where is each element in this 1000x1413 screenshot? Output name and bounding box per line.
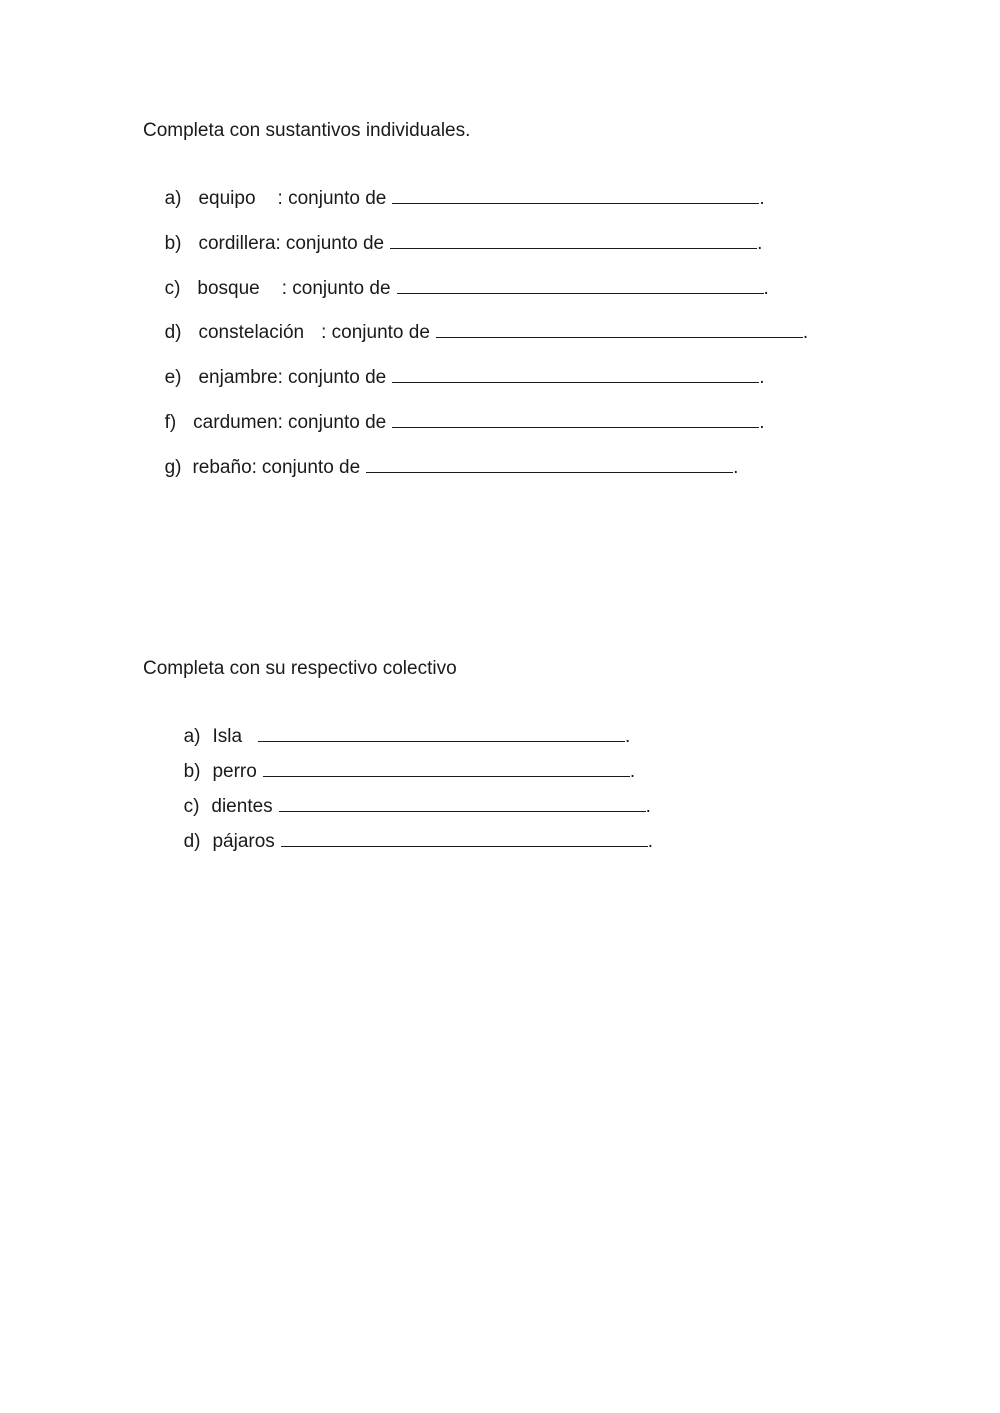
s1-item-e [154, 344, 765, 389]
s1-item-d [154, 299, 808, 344]
section2-instruction: Completa con su respectivo colectivo [143, 658, 457, 679]
item-word: cordillera: [198, 233, 281, 254]
item-word: enjambre: [198, 367, 283, 388]
item-marker: f) [164, 412, 177, 433]
item-suffix: conjunto de [287, 412, 387, 433]
answer-blank[interactable] [390, 232, 757, 249]
answer-blank[interactable] [392, 366, 759, 383]
answer-blank[interactable] [436, 321, 803, 338]
item-word: equipo [198, 188, 256, 209]
item-word: constelación [198, 322, 305, 343]
item-end: . [757, 233, 763, 254]
item-marker: c) [183, 796, 200, 817]
answer-blank[interactable] [392, 411, 759, 428]
s1-item-f [154, 389, 764, 434]
answer-blank[interactable] [366, 456, 733, 473]
s1-item-g [154, 434, 738, 479]
item-marker: d) [183, 831, 201, 852]
item-word: perro [212, 761, 257, 782]
item-marker: g) [164, 457, 182, 478]
item-suffix: : conjunto de [321, 322, 430, 343]
item-word: rebaño: [192, 457, 257, 478]
item-end: . [759, 367, 765, 388]
s1-item-c [154, 255, 769, 300]
section1-instruction: Completa con sustantivos individuales. [143, 120, 471, 141]
s2-item-d [173, 808, 653, 853]
item-marker: b) [183, 761, 201, 782]
item-end: . [625, 726, 631, 747]
item-word: Isla [212, 726, 243, 747]
item-end: . [733, 457, 739, 478]
item-marker: a) [164, 188, 182, 209]
item-suffix: conjunto de [261, 457, 361, 478]
item-suffix: : conjunto de [277, 188, 387, 209]
item-marker: b) [164, 233, 182, 254]
item-suffix: : conjunto de [281, 278, 391, 299]
item-end: . [629, 761, 636, 782]
answer-blank[interactable] [281, 830, 648, 847]
s1-item-b [154, 210, 762, 255]
item-marker: a) [183, 726, 201, 747]
answer-blank[interactable] [392, 187, 759, 204]
item-end: . [645, 796, 651, 817]
item-suffix: conjunto de [287, 367, 387, 388]
item-word: dientes [211, 796, 273, 817]
item-end: . [802, 322, 809, 343]
item-end: . [759, 188, 765, 209]
s1-item-a [154, 165, 765, 210]
item-end: . [759, 412, 765, 433]
answer-blank[interactable] [397, 277, 764, 294]
item-marker: e) [164, 367, 182, 388]
item-word: pájaros [212, 831, 275, 852]
item-end: . [647, 831, 654, 852]
item-end: . [763, 278, 769, 299]
item-marker: d) [164, 322, 182, 343]
item-word: cardumen: [193, 412, 283, 433]
item-suffix: conjunto de [285, 233, 385, 254]
item-word: bosque [197, 278, 260, 299]
item-marker: c) [164, 278, 181, 299]
